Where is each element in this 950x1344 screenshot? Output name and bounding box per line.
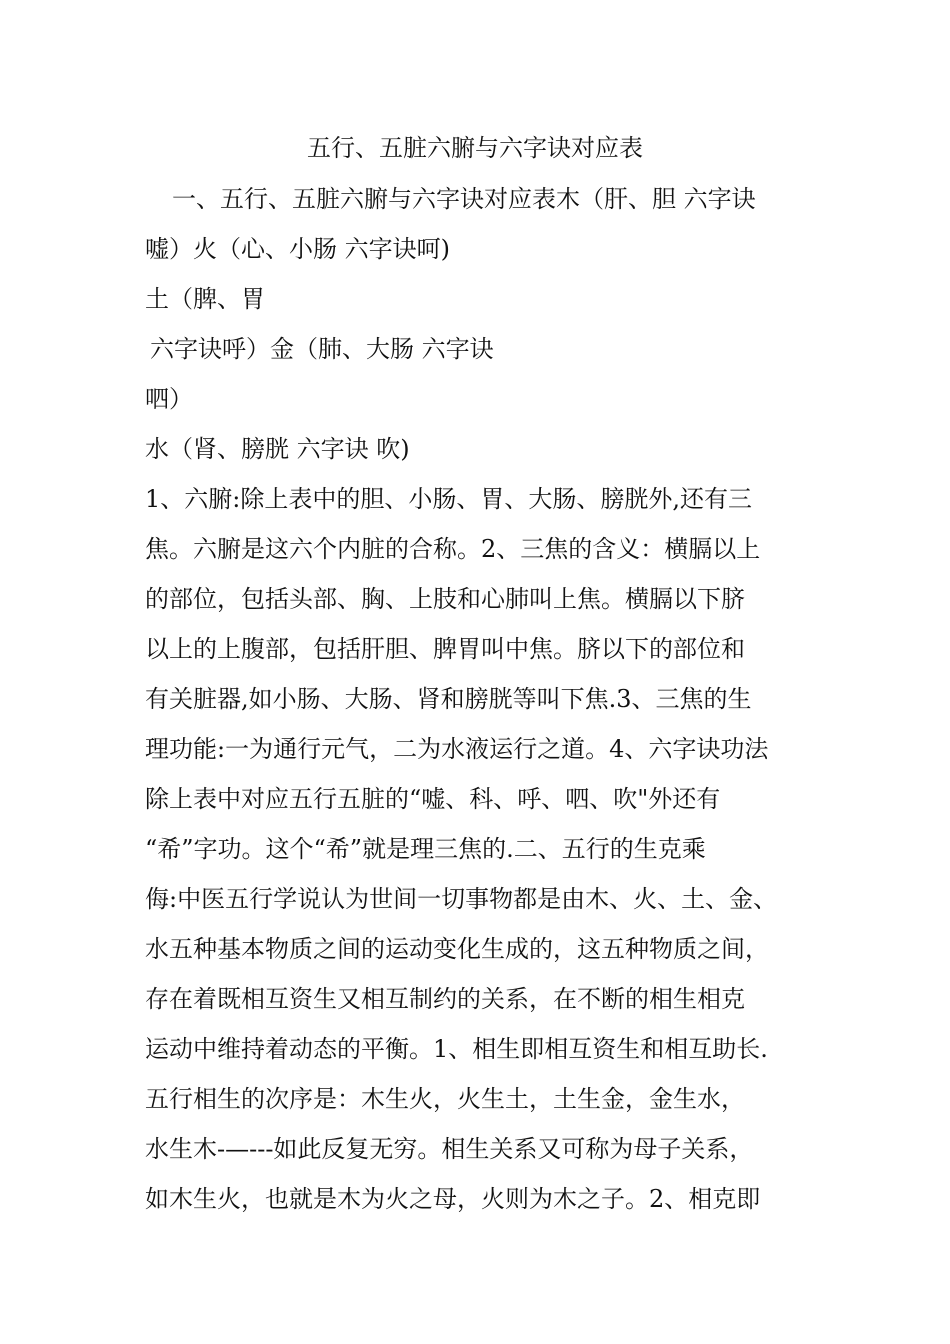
text-line: 侮:中医五行学说认为世间一切事物都是由木、火、土、金、: [145, 885, 778, 913]
text-line: 理功能:一为通行元气，二为水液运行之道。4、六字诀功法: [145, 735, 769, 763]
text-line: 的部位，包括头部、胸、上肢和心肺叫上焦。横膈以下脐: [145, 585, 745, 613]
text-line: 一、五行、五脏六腑与六字诀对应表木（肝、胆 六字诀: [172, 185, 756, 213]
text-line: 存在着既相互资生又相互制约的关系，在不断的相生相克: [145, 985, 745, 1013]
text-line: “希”字功。这个“希”就是理三焦的.二、五行的生克乘: [145, 835, 706, 863]
page-title: 五行、五脏六腑与六字诀对应表: [307, 134, 643, 162]
text-line: 1、六腑:除上表中的胆、小肠、胃、大肠、膀胱外,还有三: [145, 485, 752, 513]
text-line: 水生木-—---如此反复无穷。相生关系又可称为母子关系，: [145, 1135, 754, 1163]
text-line: 五行相生的次序是：木生火，火生土，土生金，金生水，: [145, 1085, 745, 1113]
text-line: 以上的上腹部，包括肝胆、脾胃叫中焦。脐以下的部位和: [145, 635, 745, 663]
text-line: 六字诀呼）金（肺、大肠 六字诀: [150, 335, 494, 363]
text-line: 水（肾、膀胱 六字诀 吹): [145, 435, 410, 463]
text-line: 焦。六腑是这六个内脏的合称。2、三焦的含义：横膈以上: [145, 535, 761, 563]
text-line: 嘘）火（心、小肠 六字诀呵): [145, 235, 450, 263]
text-line: 水五种基本物质之间的运动变化生成的，这五种物质之间，: [145, 935, 769, 963]
text-line: 运动中维持着动态的平衡。1、相生即相互资生和相互助长.: [145, 1035, 768, 1063]
text-line: 有关脏器,如小肠、大肠、肾和膀胱等叫下焦.3、三焦的生: [145, 685, 752, 713]
text-line: 土（脾、胃: [145, 285, 265, 313]
text-line: 呬）: [145, 385, 193, 413]
text-line: 除上表中对应五行五脏的“嘘、科、呼、呬、吹"外还有: [145, 785, 721, 813]
text-line: 如木生火，也就是木为火之母，火则为木之子。2、相克即: [145, 1185, 761, 1213]
